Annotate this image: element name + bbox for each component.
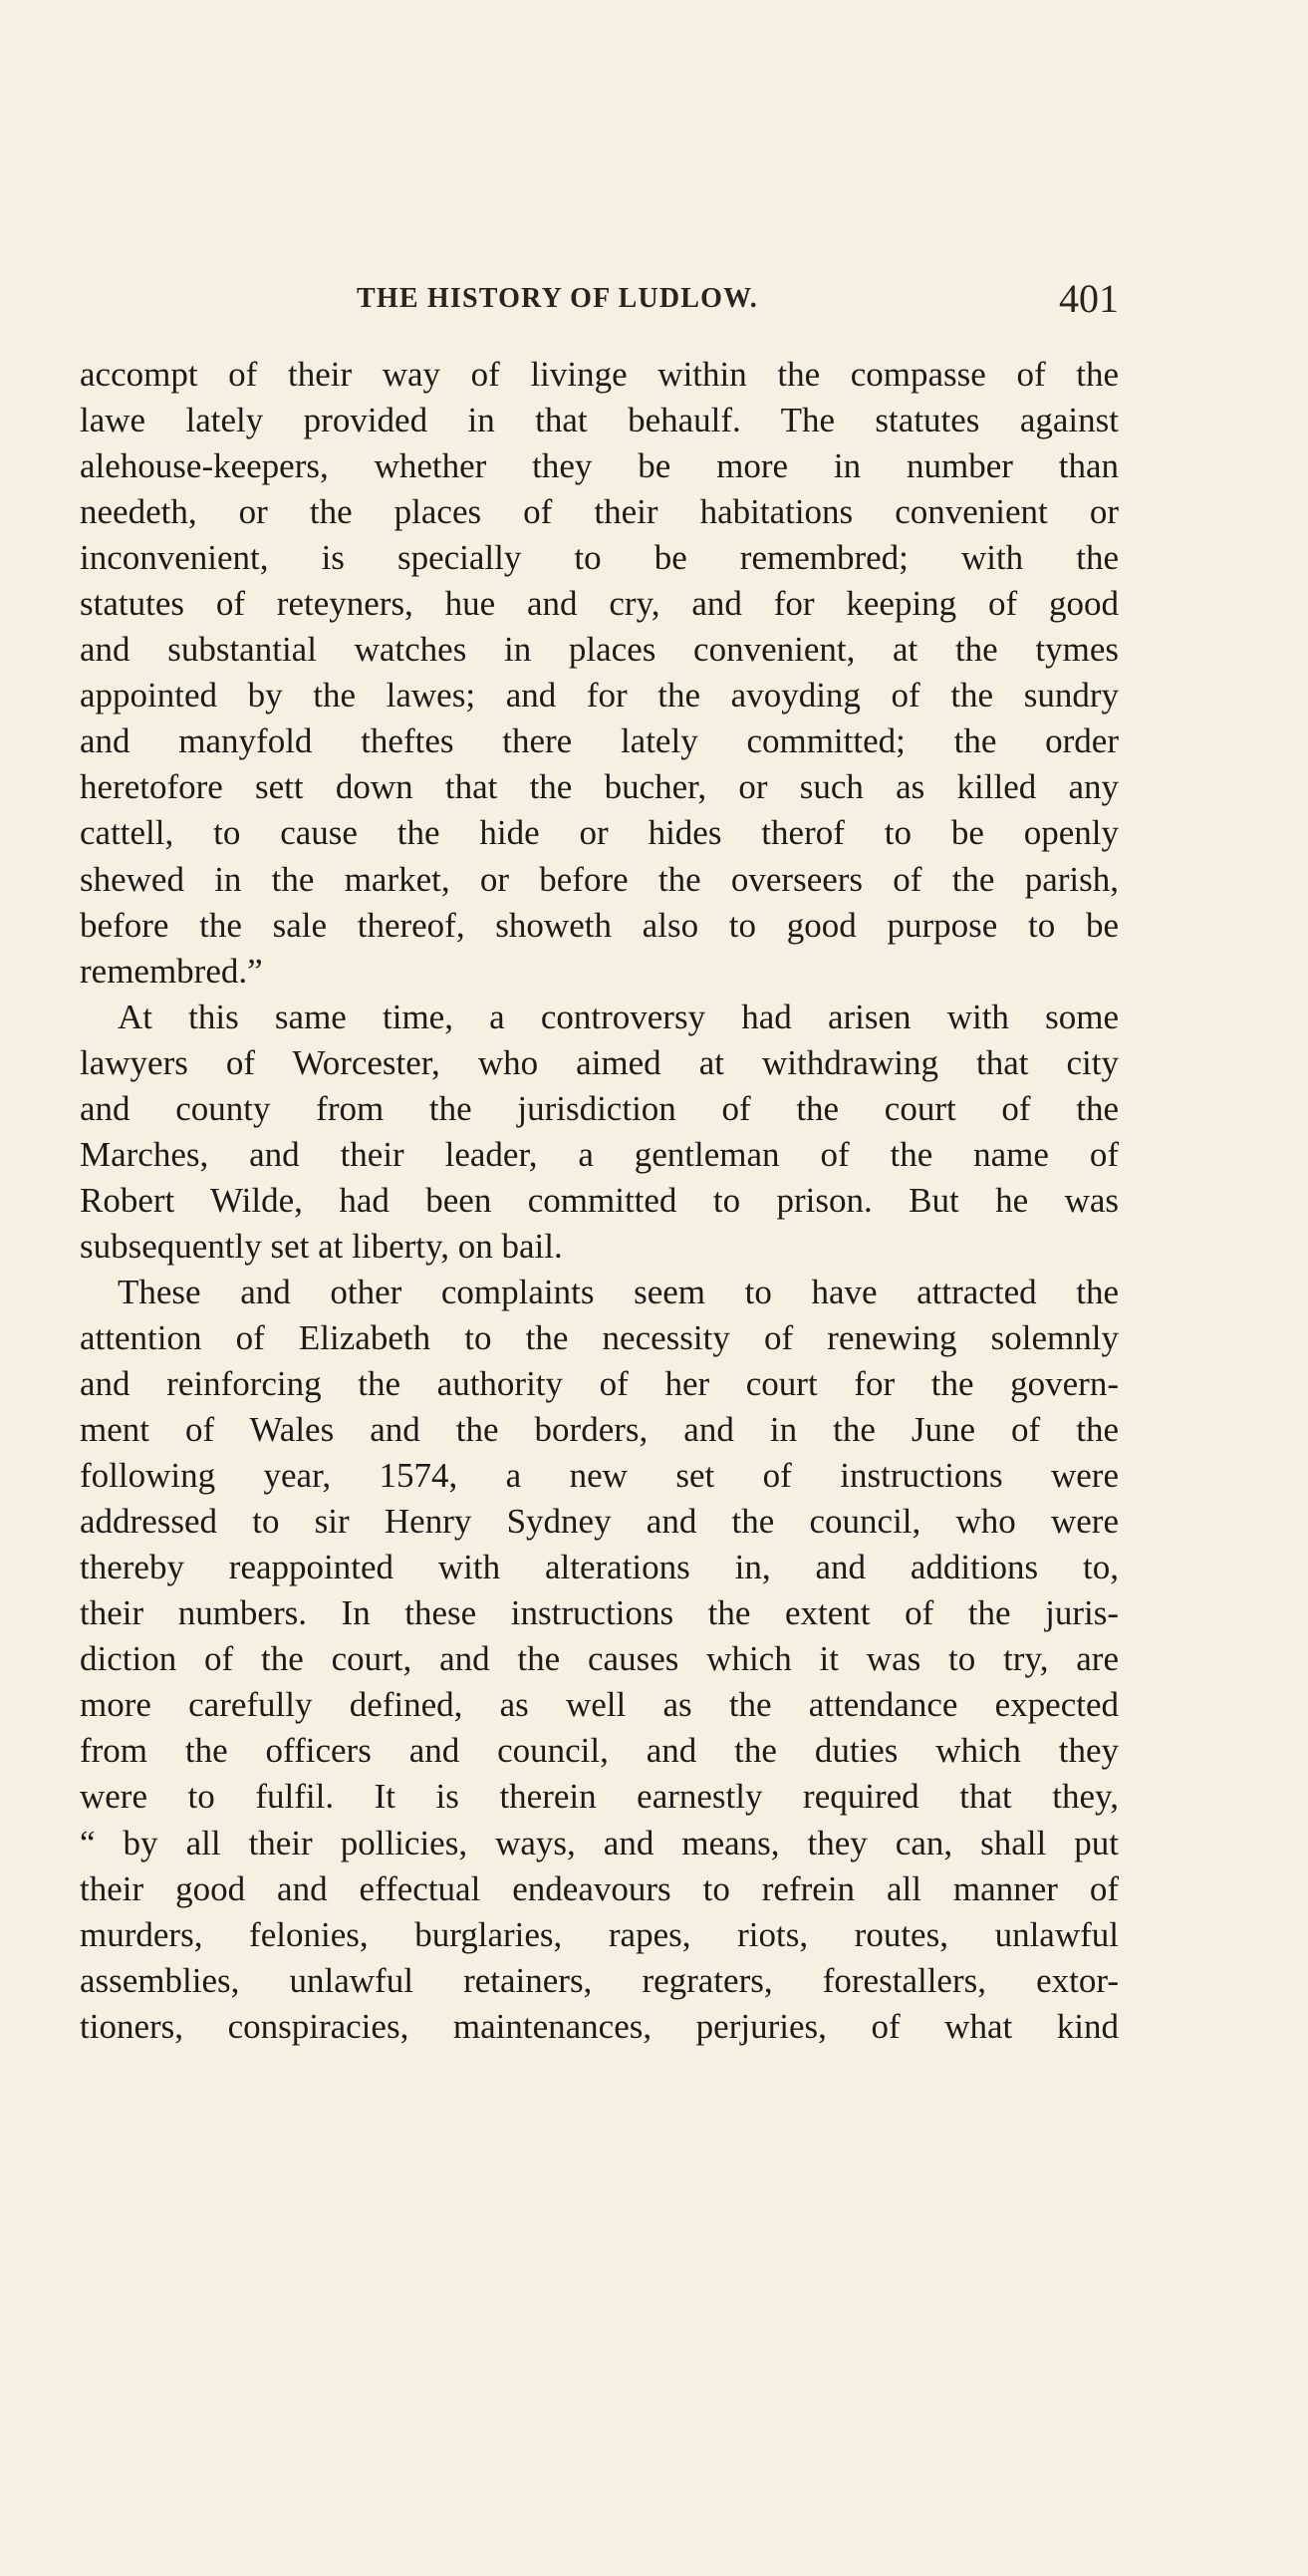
- text-line: before the sale thereof, showeth also to good purpose to be: [80, 905, 1119, 945]
- text-line: shewed in the market, or before the overseers of the parish,: [80, 859, 1119, 899]
- text-line: thereby reappointed with alterations in, and additions to,: [80, 1548, 1119, 1587]
- paragraph-start-line: At this same time, a controversy had arisen with some: [118, 997, 1119, 1036]
- text-line: cattell, to cause the hide or hides therof to be openly: [80, 813, 1119, 853]
- text-line: Robert Wilde, had been committed to prison. But he was: [80, 1180, 1119, 1220]
- body-text: [80, 352, 1119, 2050]
- text-line: lawe lately provided in that behaulf. The statutes against: [80, 401, 1119, 440]
- text-line: their numbers. In these instructions the extent of the juris-: [80, 1593, 1119, 1633]
- text-line: were to fulfil. It is therein earnestly required that they,: [80, 1777, 1119, 1817]
- text-line: following year, 1574, a new set of instructions were: [80, 1456, 1119, 1496]
- text-line: more carefully defined, as well as the attendance expected: [80, 1685, 1119, 1725]
- page-number: 401: [1059, 276, 1119, 321]
- text-line: and reinforcing the authority of her court for the govern-: [80, 1364, 1119, 1404]
- running-head: [335, 275, 1119, 323]
- paragraph-end-line: remembred.”: [80, 951, 263, 991]
- text-line: accompt of their way of livinge within the compasse of the: [80, 355, 1119, 394]
- text-line: their good and effectual endeavours to refrein all manner of: [80, 1868, 1119, 1908]
- text-line: diction of the court, and the causes which it was to try, are: [80, 1639, 1119, 1679]
- text-line: and county from the jurisdiction of the court of the: [80, 1088, 1119, 1128]
- text-line: lawyers of Worcester, who aimed at withdrawing that city: [80, 1042, 1119, 1082]
- text-line: appointed by the lawes; and for the avoyding of the sundry: [80, 676, 1119, 716]
- text-line: Marches, and their leader, a gentleman of the name of: [80, 1134, 1119, 1174]
- text-line: addressed to sir Henry Sydney and the council, who were: [80, 1502, 1119, 1542]
- text-line: “ by all their pollicies, ways, and means, they can, shall put: [80, 1823, 1119, 1862]
- text-line: statutes of reteyners, hue and cry, and for keeping of good: [80, 584, 1119, 624]
- text-line: from the officers and council, and the duties which they: [80, 1731, 1119, 1771]
- running-title: THE HISTORY OF LUDLOW.: [357, 283, 758, 314]
- text-line: and substantial watches in places convenient, at the tymes: [80, 630, 1119, 670]
- text-line: assemblies, unlawful retainers, regraters, forestallers, extor-: [80, 1960, 1119, 2000]
- text-line: ment of Wales and the borders, and in the June of the: [80, 1410, 1119, 1450]
- text-line: and manyfold theftes there lately committed; the order: [80, 721, 1119, 761]
- text-line: needeth, or the places of their habitations convenient or: [80, 492, 1119, 532]
- text-line: murders, felonies, burglaries, rapes, riots, routes, unlawful: [80, 1914, 1119, 1954]
- paragraph-end-line: subsequently set at liberty, on bail.: [80, 1226, 563, 1266]
- text-line: heretofore sett down that the bucher, or such as killed any: [80, 767, 1119, 807]
- text-line: inconvenient, is specially to be remembred; with the: [80, 538, 1119, 578]
- text-line: tioners, conspiracies, maintenances, perjuries, of what kind: [80, 2006, 1119, 2046]
- paragraph-start-line: These and other complaints seem to have attracted the: [118, 1272, 1119, 1311]
- text-line: alehouse-keepers, whether they be more in number than: [80, 446, 1119, 486]
- text-line: attention of Elizabeth to the necessity of renewing solemnly: [80, 1317, 1119, 1357]
